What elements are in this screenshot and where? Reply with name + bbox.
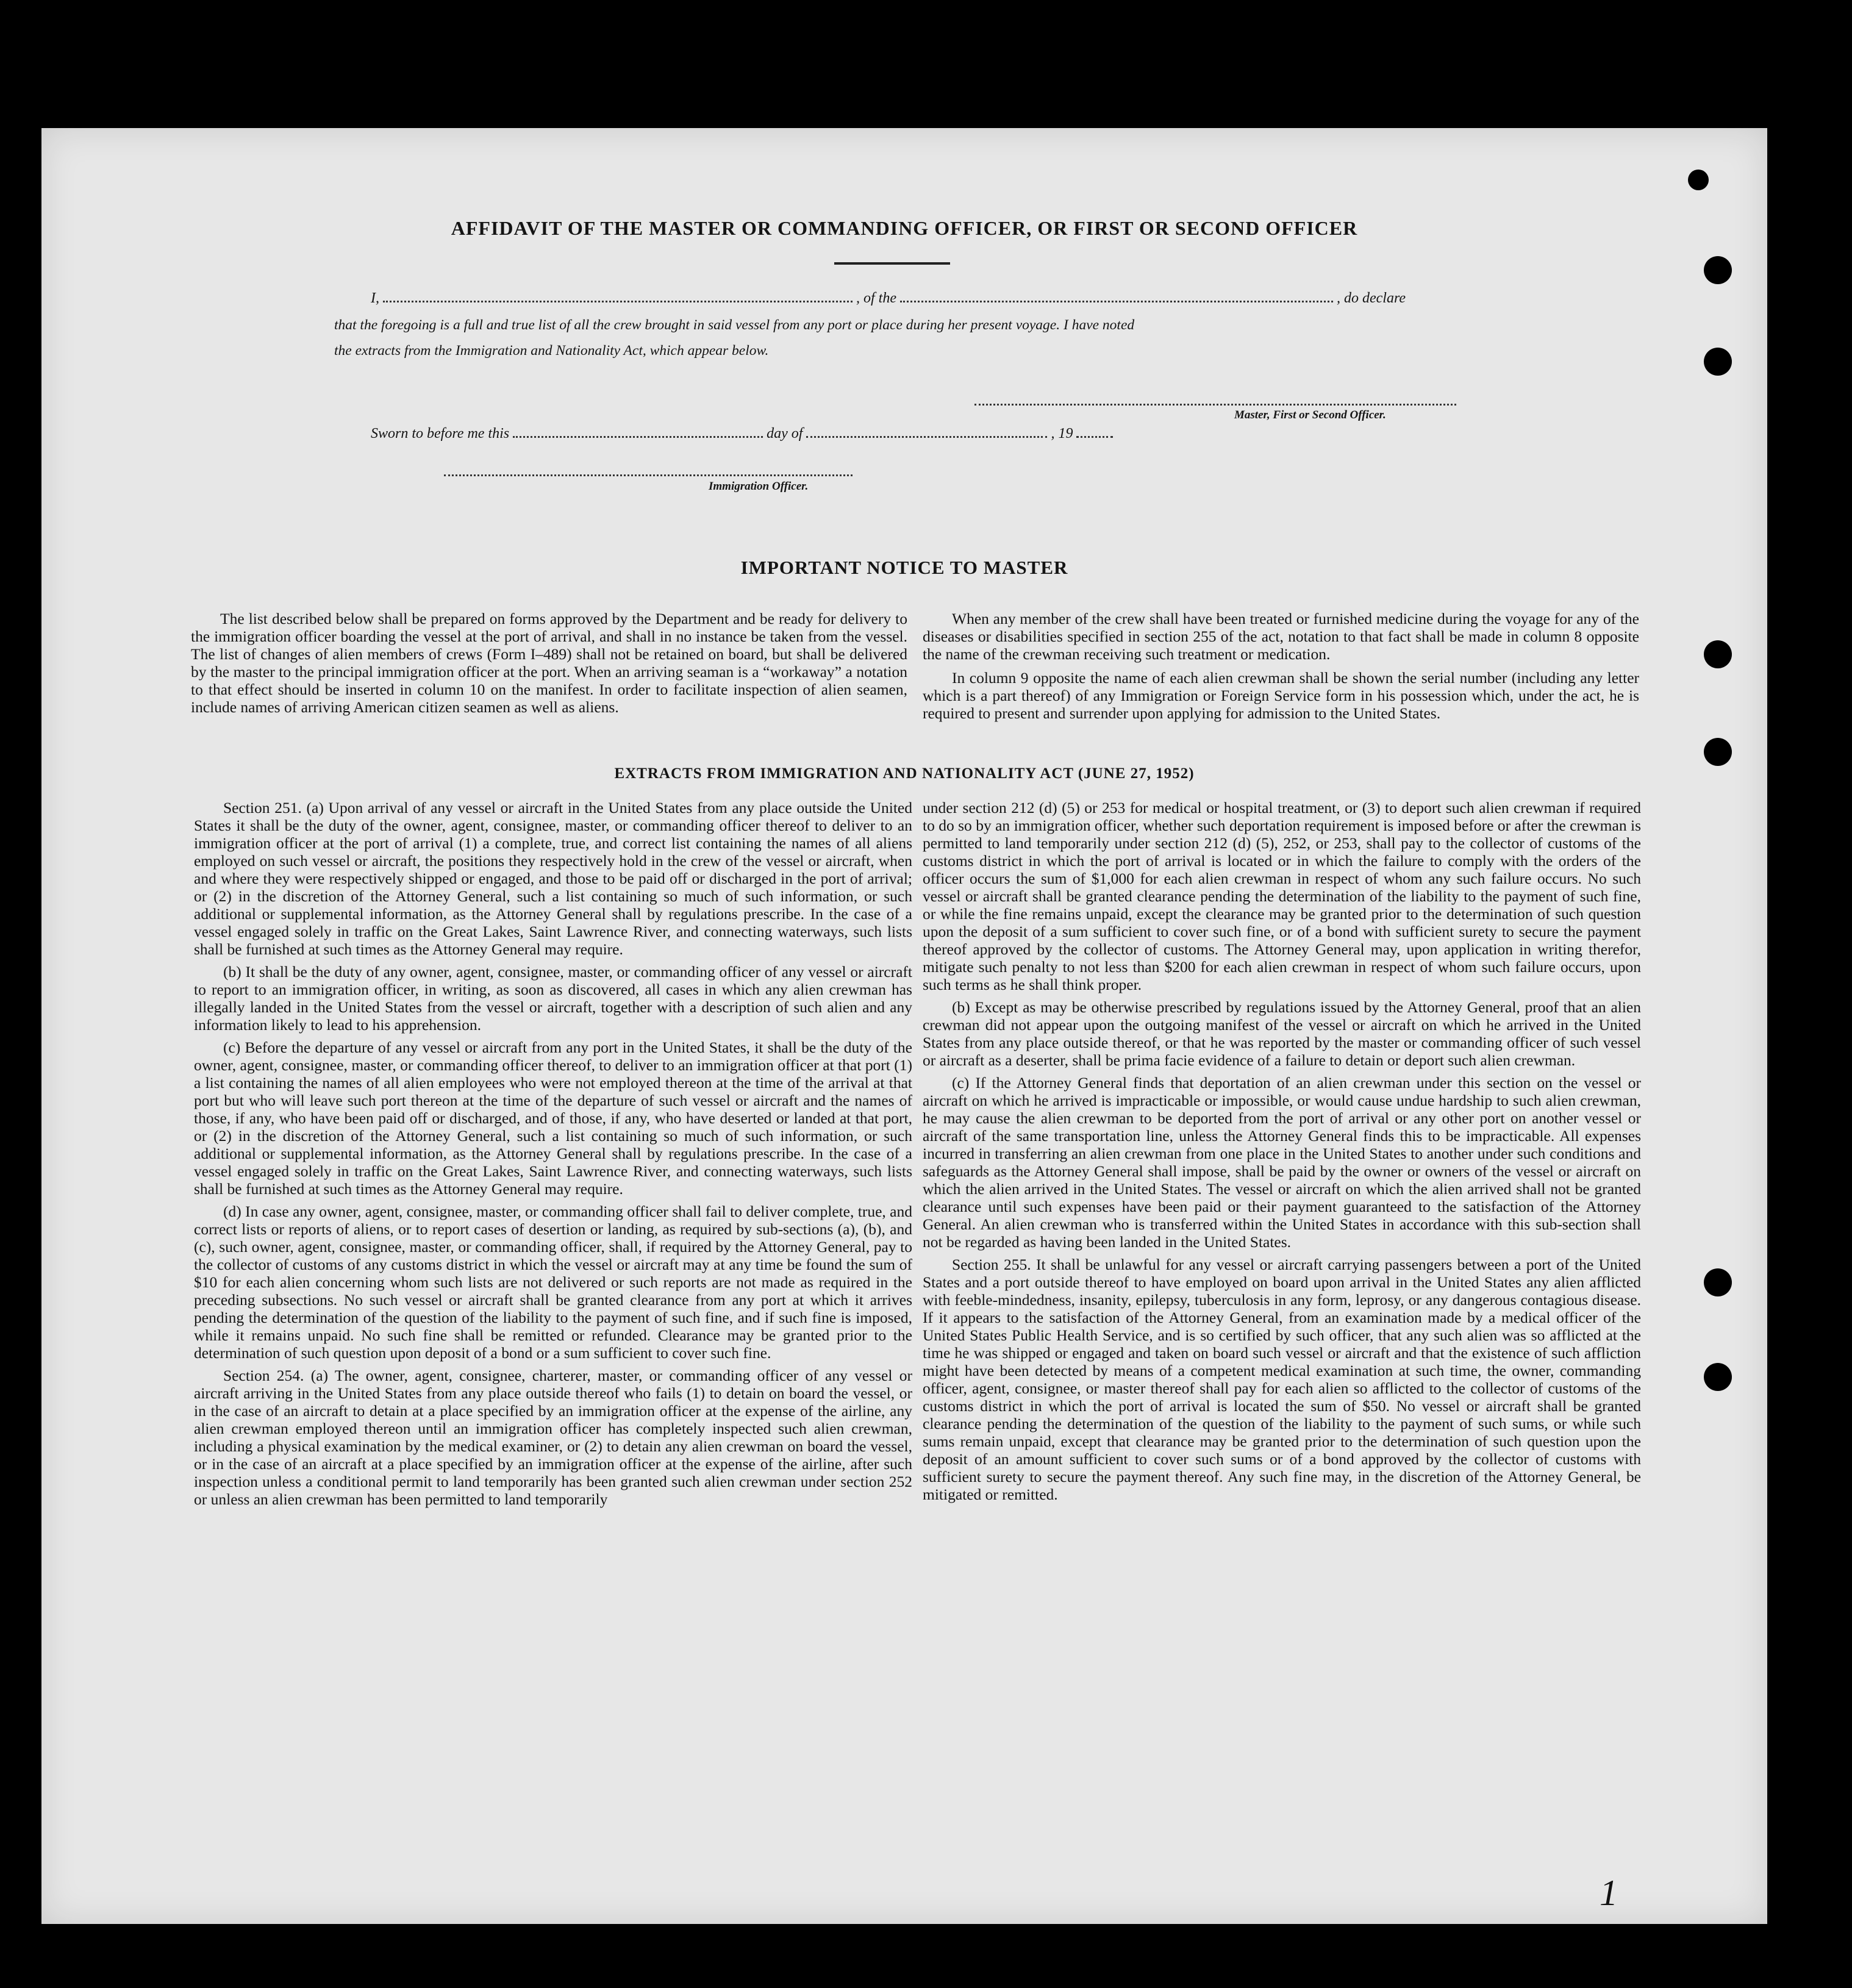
- declaration-text-2: that the foregoing is a full and true list of all the crew brought in said vessel from any port or place during her present voyage. I have noted: [334, 317, 1135, 333]
- sworn-month-field[interactable]: [806, 436, 1047, 438]
- extract-paragraph: (c) Before the departure of any vessel or aircraft from any port in the United States, it shall be the duty of the owner, agent, consignee, master, or commanding officer thereof, to deliver to an immigration officer at that port (1) a list containing the names of all alien employees who were not employed thereon at the time of the arrival at that port but who will leave such port thereon at the time of the departure of such vessel or aircraft and the names of those, if any, who have been paid off or discharged, and of those, if any, who have deserted or landed at that port, or (2) in the discretion of the Attorney General, such a list containing so much of such information, or such additional or supplemental information, as the Attorney General shall by regulations prescribe. In the case of a vessel engaged solely in traffic on the Great Lakes, Saint Lawrence River, and connecting waterways, such lists shall be furnished at such times as the Attorney General may require.: [194, 1039, 912, 1198]
- sworn-year-field[interactable]: [1076, 436, 1113, 438]
- punch-hole: [1704, 738, 1732, 766]
- punch-hole: [1704, 256, 1732, 284]
- day-of-label: day of: [767, 426, 803, 442]
- affidavit-title: AFFIDAVIT OF THE MASTER OR COMMANDING OFFICER, OR FIRST OR SECOND OFFICER: [451, 217, 1358, 239]
- master-signature-line[interactable]: [974, 404, 1456, 406]
- notice-paragraph: In column 9 opposite the name of each alien crewman shall be shown the serial number (including any letter which is a part thereof) of any Immigration or Foreign Service form in his possession which, under the act, he is required to present and surrender upon applying for admission to the United States.: [923, 669, 1639, 722]
- notice-title: IMPORTANT NOTICE TO MASTER: [740, 557, 1068, 578]
- extract-paragraph: under section 212 (d) (5) or 253 for medical or hospital treatment, or (3) to deport such alien crewman if required to do so by an immigration officer, whether such deportation requirement is imposed before or after the crewman is permitted to land temporarily under section 212 (d) (5), 252, or 253, shall pay to the collector of customs of the customs district in which the port of arrival is located or in which the failure to comply with the orders of the officer occurs the sum of $1,000 for each alien crewman in respect of whom any such failure occurs. No such vessel or aircraft shall be granted clearance pending the determination of the liability to the payment of such fine, or while the fine remains unpaid, except the clearance may be granted prior to the determination of such question upon the deposit of a sum sufficient to cover such fine, or of a bond with sufficient surety to secure the payment thereof approved by the collector of customs. The Attorney General may, upon application in writing therefor, mitigate such penalty to not less than $200 for each alien crewman in respect of whom such failure occurs, upon such terms as he shall think proper.: [923, 799, 1641, 993]
- punch-hole: [1704, 348, 1732, 376]
- document-page: [41, 128, 1767, 1924]
- extracts-right-column: [923, 799, 1641, 1503]
- declaration-text-3: the extracts from the Immigration and Nationality Act, which appear below.: [334, 343, 769, 359]
- punch-hole: [1704, 1363, 1732, 1391]
- extract-paragraph: (c) If the Attorney General finds that deportation of an alien crewman under this section on the vessel or aircraft on which he arrived is impracticable or impossible, or would cause undue hardship to such alien crewman, he may cause the alien crewman to be deported from the port of arrival or any other port on another vessel or aircraft of the same transportation line, unless the Attorney General finds this to be impracticable. All expenses incurred in transferring an alien crewman from one place in the United States to another under such conditions and safeguards as the Attorney General shall impose, shall be paid by the owner or owners of the vessel or aircraft on which the alien arrived in the United States. The vessel or aircraft on which the alien arrived shall not be granted clearance until such expenses have been paid or their payment guaranteed to the satisfaction of the Attorney General. An alien crewman who is transferred within the United States in accordance with this sub-section shall not be regarded as having been landed in the United States.: [923, 1074, 1641, 1251]
- declaration-line: [371, 290, 1406, 307]
- extracts-title: EXTRACTS FROM IMMIGRATION AND NATIONALITY ACT (JUNE 27, 1952): [614, 765, 1195, 782]
- sworn-line: [371, 426, 1113, 442]
- extract-paragraph: (d) In case any owner, agent, consignee, master, or commanding officer shall fail to deliver complete, true, and correct lists or reports of aliens, or to report cases of desertion or landing, as required by sub-sections (a), (b), and (c), such owner, agent, consignee, master, or commanding officer, shall, if required by the Attorney General, pay to the collector of customs of any customs district in which the vessel or aircraft may at any time be found the sum of $10 for each alien concerning whom such lists are not delivered or such reports are not made as required in the preceding subsections. No such vessel or aircraft shall be granted clearance from any port at which it arrives pending the determination of the question of the liability to the payment of such fine, and if such fine is imposed, while it remains unpaid. No such fine shall be remitted or refunded. Clearance may be granted prior to the determination of such question upon deposit of a bond or a sum sufficient to cover such fine.: [194, 1203, 912, 1362]
- punch-hole: [1704, 1268, 1732, 1296]
- master-signature-label: Master, First or Second Officer.: [1234, 409, 1386, 421]
- extract-paragraph: Section 254. (a) The owner, agent, consignee, charterer, master, or commanding officer of any vessel or aircraft arriving in the United States from any place outside thereof who fails (1) to detain on board the vessel, or in the case of an aircraft to detain at a place specified by an immigration officer at the expense of the airline, any alien crewman employed thereon until an immigration officer has completely inspected such alien crewman, including a physical examination by the medical examiner, or (2) to detain any alien crewman on board the vessel, or in the case of an aircraft at a place specified by an immigration officer at the expense of the airline, after such inspection unless a conditional permit to land temporarily has been granted such alien crewman under section 252 or unless an alien crewman has been permitted to land temporarily: [194, 1367, 912, 1508]
- title-rule: [834, 262, 950, 265]
- sworn-day-field[interactable]: [513, 436, 763, 438]
- notice-right-column: [923, 610, 1639, 722]
- vessel-field[interactable]: [900, 301, 1333, 302]
- extract-paragraph: (b) Except as may be otherwise prescribed by regulations issued by the Attorney General, proof that an alien crewman did not appear upon the outgoing manifest of the vessel or aircraft on which he arrived in the United States from any place outside thereof, or that he was reported by the master or commanding officer of such vessel or aircraft as a deserter, shall be prima facie evidence of a failure to detain or deport such alien crewman.: [923, 998, 1641, 1069]
- handwritten-mark: 1: [1600, 1873, 1618, 1913]
- extracts-left-column: [194, 799, 912, 1508]
- year-label: , 19: [1051, 426, 1073, 442]
- notice-paragraph: When any member of the crew shall have been treated or furnished medicine during the voyage for any of the diseases or disabilities specified in section 255 of the act, notation to that fact shall be made in column 8 opposite the name of the crewman receiving such treatment or medication.: [923, 610, 1639, 663]
- i-label: I,: [371, 290, 379, 306]
- do-declare-label: , do declare: [1337, 290, 1406, 306]
- of-the-label: , of the: [856, 290, 896, 306]
- notice-paragraph: The list described below shall be prepared on forms approved by the Department and be ready for delivery to the immigration officer boarding the vessel at the port of arrival, and shall in no instance be taken from the vessel. The list of changes of alien members of crews (Form I–489) shall not be retained on board, but shall be delivered by the master to the principal immigration officer at the port. When an arriving seaman is a “workaway” a notation to that effect should be inserted in column 10 on the manifest. In order to facilitate inspection of alien seamen, include names of arriving American citizen seamen as well as aliens.: [191, 610, 907, 716]
- name-field[interactable]: [383, 301, 853, 302]
- officer-signature-line[interactable]: [444, 474, 853, 476]
- extract-paragraph: Section 251. (a) Upon arrival of any vessel or aircraft in the United States from any place outside the United States it shall be the duty of the owner, agent, consignee, master, or commanding officer thereof to deliver to an immigration officer at the port of arrival (1) a complete, true, and correct list containing the names of all aliens employed on such vessel or aircraft, the positions they respectively hold in the crew of the vessel or aircraft, when and where they were respectively shipped or engaged, and those to be paid off or discharged in the port of arrival; or (2) in the discretion of the Attorney General, such a list containing so much of such information, or such additional or supplemental information, as the Attorney General shall by regulations prescribe. In the case of a vessel engaged solely in traffic on the Great Lakes, Saint Lawrence River, and connecting waterways, such lists shall be furnished at such times as the Attorney General may require.: [194, 799, 912, 958]
- sworn-label: Sworn to before me this: [371, 426, 510, 442]
- notice-left-column: [191, 610, 907, 716]
- punch-hole: [1704, 640, 1732, 668]
- extract-paragraph: (b) It shall be the duty of any owner, agent, consignee, master, or commanding officer of any vessel or aircraft to report to an immigration officer, in writing, as soon as discovered, all cases in which any alien crewman has illegally landed in the United States from the vessel or aircraft, together with a description of such alien and any information likely to lead to his apprehension.: [194, 963, 912, 1034]
- extract-paragraph: Section 255. It shall be unlawful for any vessel or aircraft carrying passengers between a port of the United States and a port outside thereof to have employed on board upon arrival in the United States any alien afflicted with feeble-mindedness, insanity, epilepsy, tuberculosis in any form, leprosy, or any dangerous contagious disease. If it appears to the satisfaction of the Attorney General, from an examination made by a medical officer of the United States Public Health Service, and is so certified by such officer, that any such alien was so afflicted at the time he was shipped or engaged and taken on board such vessel or aircraft and that the existence of such affliction might have been detected by means of a competent medical examination at such time, the owner, commanding officer, agent, consignee, or master thereof shall pay for each alien so afflicted to the collector of customs of the customs district in which the port of arrival is located the sum of $50. No vessel or aircraft shall be granted clearance pending the determination of the question of the liability to the payment of such sums, or while such sums remain unpaid, except that clearance may be granted prior to the determination of such question upon the deposit of an amount sufficient to cover such sums or of a bond approved by the collector of customs with sufficient surety to secure the payment thereof. Any such fine may, in the discretion of the Attorney General, be mitigated or remitted.: [923, 1256, 1641, 1503]
- punch-hole: [1688, 170, 1709, 190]
- officer-signature-label: Immigration Officer.: [709, 480, 809, 493]
